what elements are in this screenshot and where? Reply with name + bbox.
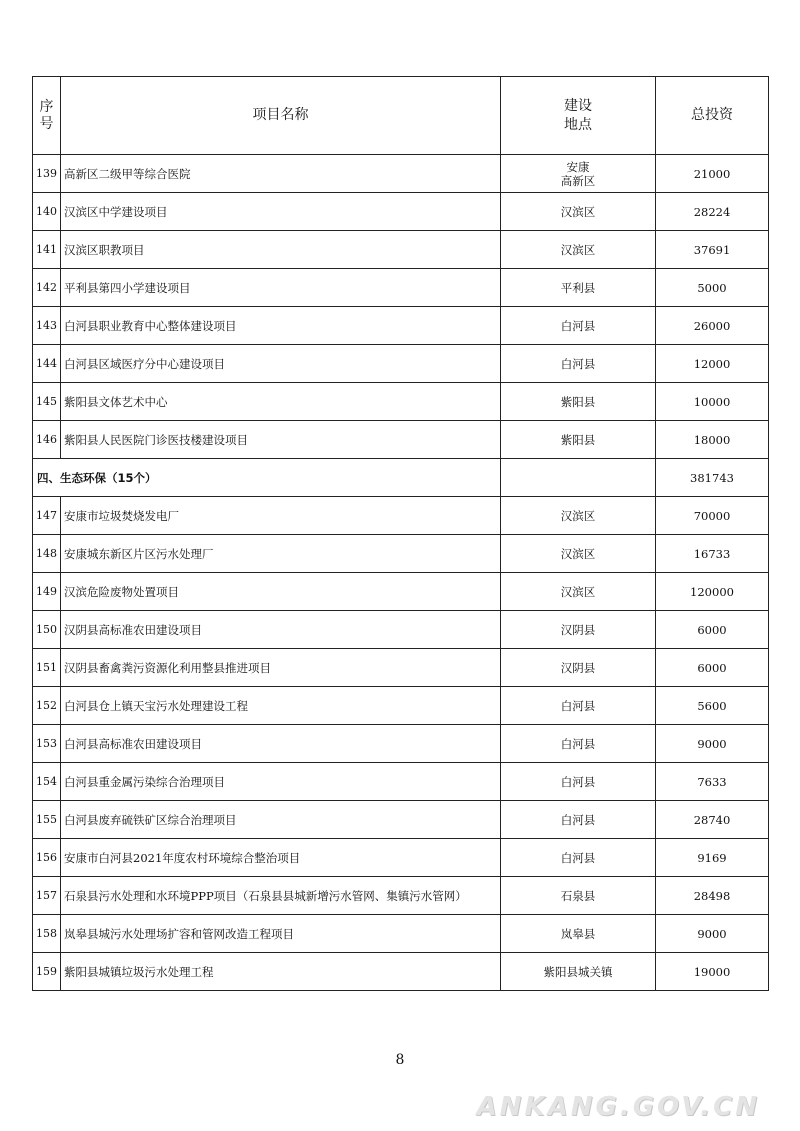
row-number: 150 <box>33 611 61 649</box>
project-location: 汉滨区 <box>501 573 656 611</box>
project-location: 紫阳县 <box>501 421 656 459</box>
header-no: 序 号 <box>33 77 61 155</box>
header-amount: 总投资 <box>656 77 769 155</box>
project-name: 汉滨区职教项目 <box>61 231 501 269</box>
row-number: 142 <box>33 269 61 307</box>
table-row <box>33 535 769 573</box>
row-number: 156 <box>33 839 61 877</box>
project-amount: 18000 <box>656 421 769 459</box>
project-amount: 9000 <box>656 725 769 763</box>
project-location: 汉滨区 <box>501 535 656 573</box>
header-name: 项目名称 <box>61 77 501 155</box>
project-name: 紫阳县文体艺术中心 <box>61 383 501 421</box>
row-number: 158 <box>33 915 61 953</box>
project-name: 白河县职业教育中心整体建设项目 <box>61 307 501 345</box>
row-number: 143 <box>33 307 61 345</box>
project-amount: 26000 <box>656 307 769 345</box>
row-number: 152 <box>33 687 61 725</box>
row-number: 147 <box>33 497 61 535</box>
project-name: 安康市垃圾焚烧发电厂 <box>61 497 501 535</box>
project-amount: 70000 <box>656 497 769 535</box>
project-name: 汉滨危险废物处置项目 <box>61 573 501 611</box>
project-name: 紫阳县人民医院门诊医技楼建设项目 <box>61 421 501 459</box>
project-location: 汉滨区 <box>501 231 656 269</box>
section-amount: 381743 <box>656 459 769 497</box>
project-location: 白河县 <box>501 345 656 383</box>
project-amount: 10000 <box>656 383 769 421</box>
project-amount: 28740 <box>656 801 769 839</box>
table-row <box>33 231 769 269</box>
table-row <box>33 497 769 535</box>
project-name: 白河县仓上镇天宝污水处理建设工程 <box>61 687 501 725</box>
table-row <box>33 611 769 649</box>
project-name: 平利县第四小学建设项目 <box>61 269 501 307</box>
row-number: 159 <box>33 953 61 991</box>
row-number: 145 <box>33 383 61 421</box>
project-amount: 21000 <box>656 155 769 193</box>
project-name: 安康城东新区片区污水处理厂 <box>61 535 501 573</box>
table-row <box>33 763 769 801</box>
page-number: 8 <box>395 1052 405 1068</box>
table-row <box>33 839 769 877</box>
project-location: 平利县 <box>501 269 656 307</box>
project-name: 紫阳县城镇垃圾污水处理工程 <box>61 953 501 991</box>
table-row <box>33 801 769 839</box>
project-name: 白河县废弃硫铁矿区综合治理项目 <box>61 801 501 839</box>
project-location: 汉阴县 <box>501 611 656 649</box>
table-row <box>33 345 769 383</box>
project-location: 白河县 <box>501 801 656 839</box>
row-number: 148 <box>33 535 61 573</box>
project-name: 汉阴县高标准农田建设项目 <box>61 611 501 649</box>
section-location <box>501 459 656 497</box>
project-amount: 9169 <box>656 839 769 877</box>
project-amount: 6000 <box>656 649 769 687</box>
table-row <box>33 649 769 687</box>
table-row <box>33 383 769 421</box>
table-row <box>33 155 769 193</box>
project-amount: 7633 <box>656 763 769 801</box>
project-amount: 5600 <box>656 687 769 725</box>
row-number: 155 <box>33 801 61 839</box>
project-amount: 5000 <box>656 269 769 307</box>
table-row <box>33 269 769 307</box>
project-location: 白河县 <box>501 725 656 763</box>
project-location: 汉阴县 <box>501 649 656 687</box>
project-name: 汉滨区中学建设项目 <box>61 193 501 231</box>
row-number: 146 <box>33 421 61 459</box>
table-row <box>33 915 769 953</box>
project-name: 高新区二级甲等综合医院 <box>61 155 501 193</box>
project-name: 汉阴县畜禽粪污资源化利用整县推进项目 <box>61 649 501 687</box>
project-name: 白河县高标准农田建设项目 <box>61 725 501 763</box>
project-location: 白河县 <box>501 687 656 725</box>
project-location: 岚皋县 <box>501 915 656 953</box>
table-row <box>33 725 769 763</box>
watermark-logo: ANKANG.GOV.CN <box>476 1092 760 1122</box>
row-number: 144 <box>33 345 61 383</box>
project-location: 汉滨区 <box>501 193 656 231</box>
project-name: 白河县区域医疗分中心建设项目 <box>61 345 501 383</box>
project-table <box>32 76 769 991</box>
project-name: 安康市白河县2021年度农村环境综合整治项目 <box>61 839 501 877</box>
project-name: 岚皋县城污水处理场扩容和管网改造工程项目 <box>61 915 501 953</box>
table-row <box>33 421 769 459</box>
project-amount: 12000 <box>656 345 769 383</box>
row-number: 141 <box>33 231 61 269</box>
table-row <box>33 877 769 915</box>
project-amount: 16733 <box>656 535 769 573</box>
header-location: 建设 地点 <box>501 77 656 155</box>
table-row <box>33 193 769 231</box>
section-row <box>33 459 769 497</box>
row-number: 149 <box>33 573 61 611</box>
project-amount: 6000 <box>656 611 769 649</box>
row-number: 154 <box>33 763 61 801</box>
project-amount: 37691 <box>656 231 769 269</box>
row-number: 151 <box>33 649 61 687</box>
row-number: 153 <box>33 725 61 763</box>
table-row <box>33 687 769 725</box>
table-row <box>33 953 769 991</box>
project-location: 紫阳县城关镇 <box>501 953 656 991</box>
project-location: 白河县 <box>501 763 656 801</box>
project-amount: 19000 <box>656 953 769 991</box>
row-number: 157 <box>33 877 61 915</box>
table-row <box>33 307 769 345</box>
row-number: 139 <box>33 155 61 193</box>
project-amount: 9000 <box>656 915 769 953</box>
project-location: 石泉县 <box>501 877 656 915</box>
project-amount: 28224 <box>656 193 769 231</box>
header-row <box>33 77 769 155</box>
section-title: 四、生态环保（15个） <box>33 459 501 497</box>
project-location: 紫阳县 <box>501 383 656 421</box>
project-amount: 28498 <box>656 877 769 915</box>
project-amount: 120000 <box>656 573 769 611</box>
project-location: 汉滨区 <box>501 497 656 535</box>
project-location: 白河县 <box>501 307 656 345</box>
project-name: 白河县重金属污染综合治理项目 <box>61 763 501 801</box>
table-row <box>33 573 769 611</box>
row-number: 140 <box>33 193 61 231</box>
project-name: 石泉县污水处理和水环境PPP项目（石泉县县城新增污水管网、集镇污水管网） <box>61 877 501 915</box>
project-location: 安康 高新区 <box>501 155 656 193</box>
project-location: 白河县 <box>501 839 656 877</box>
